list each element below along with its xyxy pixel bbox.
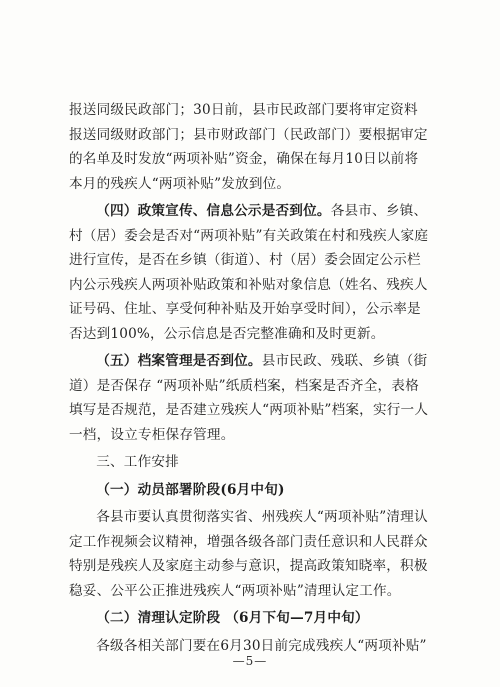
paragraph-item-5: [69, 349, 429, 447]
section-3-heading: 三、工作安排: [96, 454, 179, 470]
document-body: [69, 98, 429, 658]
item-4-heading: （四）政策宣传、信息公示是否到位。: [96, 203, 331, 219]
stage-2-body: 各级各相关部门要在6月30日前完成残疾人“两项补贴”: [96, 637, 427, 654]
item-5-heading: （五）档案管理是否到位。: [96, 353, 262, 369]
paragraph-continued: 报送同级民政部门；30日前，县市民政部门要将审定资料报送同级财政部门；县市财政部门（民政部门）要根据审定的名单及时发放“两项补贴”资金，确保在每月10日以前将本月的残疾人“两项补贴”发放到位。: [69, 102, 428, 192]
item-4-body: 各县市、乡镇、村（居）委会是否对“两项补贴”有关政策在村和残疾人家庭进行宣传，是否在乡镇（街道）、村（居）委会固定公示栏内公示残疾人两项补贴政策和补贴对象信息（姓名、残疾人证号码、住址、享受何种补贴及开始享受时间），公示率是否达到100%，公示信息是否完整准确和及时更新。: [69, 203, 429, 342]
stage-1-heading: （一）动员部署阶段(6月中旬): [96, 481, 285, 498]
page-number: —5—: [232, 654, 268, 668]
stage-1-body: 各县市要认真贯彻落实省、州残疾人“两项补贴”清理认定工作视频会议精神，增强各级各部门责任意识和人民群众特别是残疾人及家庭主动参与意识，提高政策知晓率，积极稳妥、公平公正推进残疾人“两项补贴”清理认定工作。: [69, 509, 428, 599]
stage-2-heading: （二）清理认定阶段 （6月下旬—7月中旬）: [96, 610, 369, 626]
item-5-body: 县市民政、残联、乡镇（街道）是否保存 “两项补贴”纸质档案，档案是否齐全，表格填写是否规范，是否建立残疾人“两项补贴”档案，实行一人一档，设立专柜保存管理。: [69, 353, 429, 443]
paragraph-item-4: [69, 199, 429, 346]
